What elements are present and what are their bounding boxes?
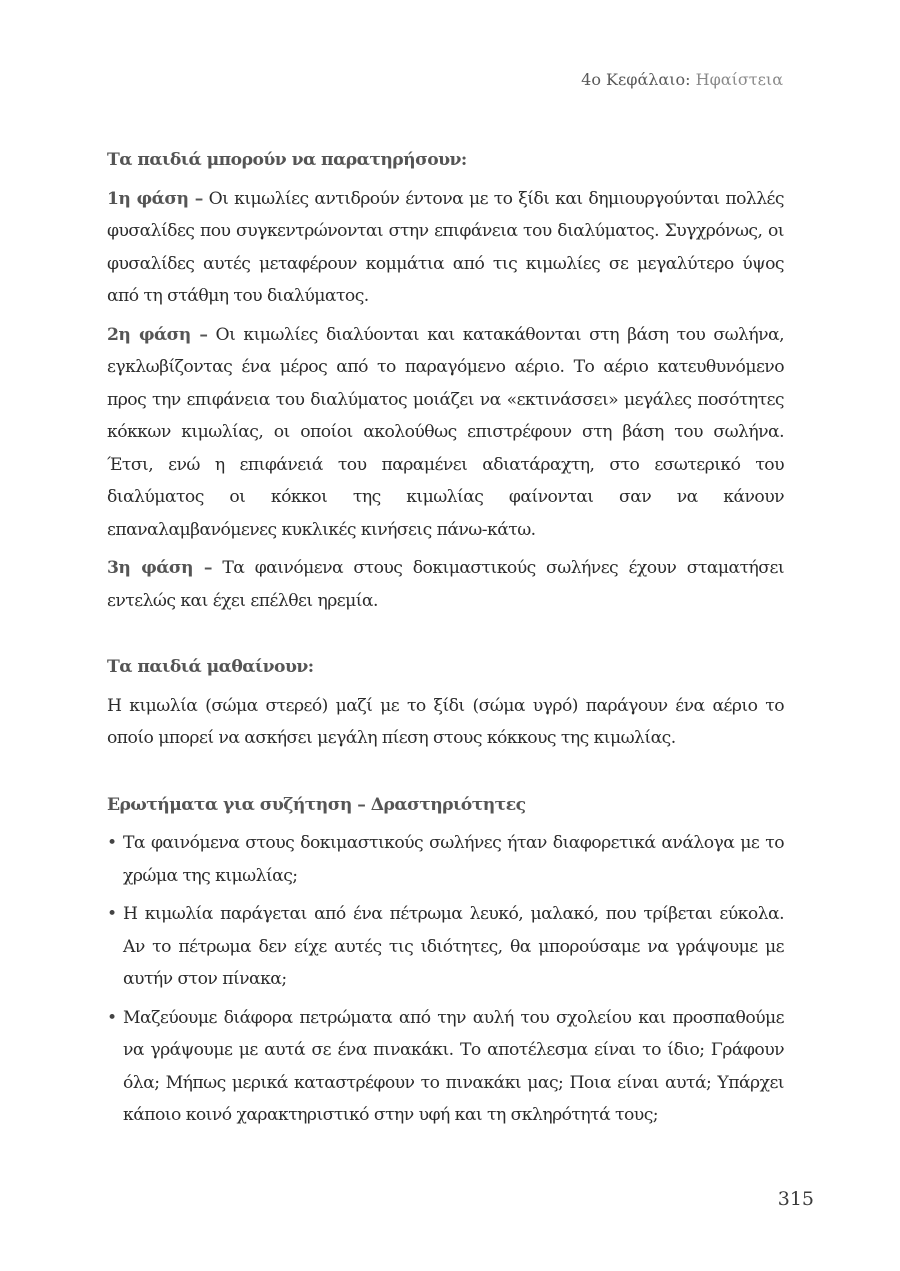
page-content	[107, 144, 784, 1138]
phase-3-text: Τα φαινόμενα στους δοκιμαστικούς σωλήνες έχουν σταματήσει εντελώς και έχει επέλθει ηρεμία.	[107, 558, 785, 611]
running-header	[581, 70, 783, 89]
phase-2-label: 2η φάση –	[107, 324, 208, 345]
phase-1-text: Οι κιμωλίες αντιδρούν έντονα με το ξίδι και δημιουργούνται πολλές φυσαλίδες που συγκεντρώνονται στην επιφάνεια του διαλύματος. Συγχρόνως, οι φυσαλίδες αυτές μεταφέρουν κομμάτια από τις κιμωλίες σε μεγαλύτερο ύψος από τη στάθμη του διαλύματος.	[107, 188, 784, 306]
question-item: • Τα φαινόμενα στους δοκιμαστικούς σωλήνες ήταν διαφορετικά ανάλογα με το χρώμα της κιμωλίας;	[107, 827, 784, 892]
question-item: • Μαζεύουμε διάφορα πετρώματα από την αυλή του σχολείου και προσπαθούμε να γράψουμε με αυτά σε ένα πινακάκι. Το αποτέλεσμα είναι το ίδιο; Γράφουν όλα; Μήπως μερικά καταστρέφουν το πινακάκι μας; Ποια είναι αυτά; Υπάρχει κάποιο κοινό χαρακτηριστικό στην υφή και τη σκληρότητά τους;	[107, 1002, 784, 1132]
chapter-topic: Ηφαίστεια	[695, 70, 783, 89]
chapter-label: 4ο Κεφάλαιο:	[581, 70, 691, 89]
phase-1-label: 1η φάση –	[107, 188, 203, 209]
phase-2-text: Οι κιμωλίες διαλύονται και κατακάθονται στη βάση του σωλήνα, εγκλωβίζοντας ένα μέρος από το παραγόμενο αέριο. Το αέριο κατευθυνόμενο προς την επιφάνεια του διαλύματος μοιάζει να «εκτινάσσει» μεγάλες ποσότητες κόκκων κιμωλίας, οι οποίοι ακολούθως επιστρέφουν στη βάση του σωλήνα. Έτσι, ενώ η επιφάνειά του παραμένει αδιατάραχτη, στο εσωτερικό του διαλύματος οι κόκκοι της κιμωλίας φαίνονται σαν να κάνουν επαναλαμβανόμενες κυκλικές κινήσεις πάνω-κάτω.	[107, 324, 784, 540]
observe-heading: Τα παιδιά μπορούν να παρατηρήσουν:	[107, 150, 467, 170]
phase-1-paragraph	[107, 183, 784, 313]
questions-heading: Ερωτήματα για συζήτηση – Δραστηριότητες	[107, 794, 526, 815]
phase-3-label: 3η φάση –	[107, 558, 212, 578]
questions-list	[107, 827, 784, 1132]
question-item: • Η κιμωλία παράγεται από ένα πέτρωμα λευκό, μαλακό, που τρίβεται εύκολα. Αν το πέτρωμα δεν είχε αυτές τις ιδιότητες, θα μπορούσαμε να γράψουμε με αυτήν στον πίνακα;	[107, 898, 784, 996]
page-number: 315	[777, 1188, 814, 1210]
learn-heading: Τα παιδιά μαθαίνουν:	[107, 657, 314, 677]
learn-paragraph: Η κιμωλία (σώμα στερεό) μαζί με το ξίδι (σώμα υγρό) παράγουν ένα αέριο το οποίο μπορεί να ασκήσει μεγάλη πίεση στους κόκκους της κιμωλίας.	[107, 695, 784, 748]
phase-3-paragraph	[107, 552, 784, 617]
phase-2-paragraph	[107, 319, 784, 547]
